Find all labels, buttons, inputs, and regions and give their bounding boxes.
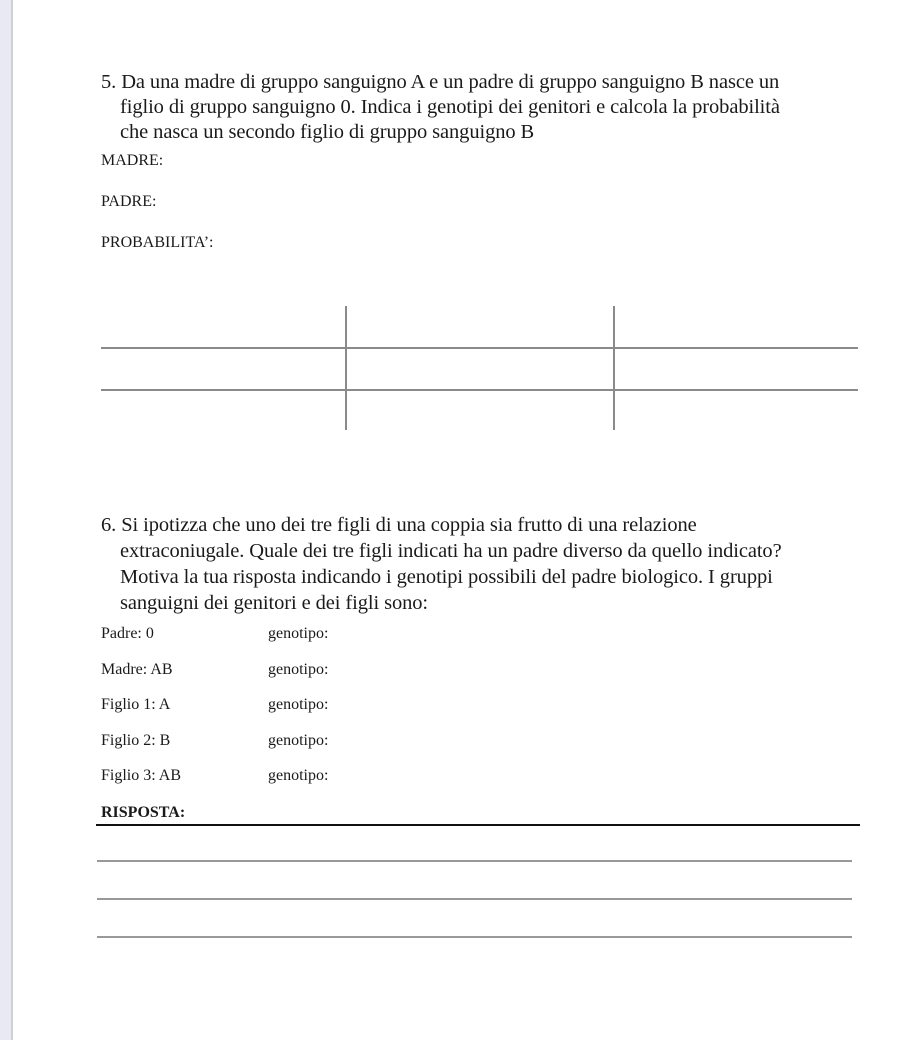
person-label: Figlio 1: A (101, 696, 171, 713)
genotype-label: genotipo: (268, 732, 329, 749)
q5-line-3: che nasca un secondo figlio di gruppo sanguigno B (120, 121, 535, 143)
genotype-label: genotipo: (268, 696, 329, 713)
q5-line-2: figlio di gruppo sanguigno 0. Indica i genotipi dei genitori e calcola la probabilità (120, 96, 780, 118)
answer-line[interactable] (97, 860, 852, 862)
genotype-label: genotipo: (268, 767, 329, 784)
answer-rule (96, 824, 860, 826)
answer-label: RISPOSTA: (101, 804, 186, 821)
person-label: Padre: 0 (101, 625, 154, 642)
person-label: Figlio 2: B (101, 732, 171, 749)
q6-line-1: 6. Si ipotizza che uno dei tre figli di una coppia sia frutto di una relazione (101, 514, 697, 536)
q6-line-2: extraconiugale. Quale dei tre figli indicati ha un padre diverso da quello indicato? (120, 540, 782, 562)
grid-line (613, 306, 615, 430)
padre-label: PADRE: (101, 193, 157, 210)
genotype-label: genotipo: (268, 661, 329, 678)
q6-line-4: sanguigni dei genitori e dei figli sono: (120, 592, 429, 614)
grid-line (345, 306, 347, 430)
genotype-label: genotipo: (268, 625, 329, 642)
person-label: Madre: AB (101, 661, 173, 678)
grid-line (101, 347, 858, 349)
answer-line[interactable] (97, 898, 852, 900)
probabilita-label: PROBABILITA’: (101, 234, 214, 251)
q6-line-3: Motiva la tua risposta indicando i genotipi possibili del padre biologico. I gruppi (120, 566, 773, 588)
q5-line-1: 5. Da una madre di gruppo sanguigno A e un padre di gruppo sanguigno B nasce un (101, 71, 780, 93)
page-edge (0, 0, 13, 1040)
madre-label: MADRE: (101, 152, 164, 169)
person-label: Figlio 3: AB (101, 767, 182, 784)
answer-line[interactable] (97, 936, 852, 938)
grid-line (101, 389, 858, 391)
